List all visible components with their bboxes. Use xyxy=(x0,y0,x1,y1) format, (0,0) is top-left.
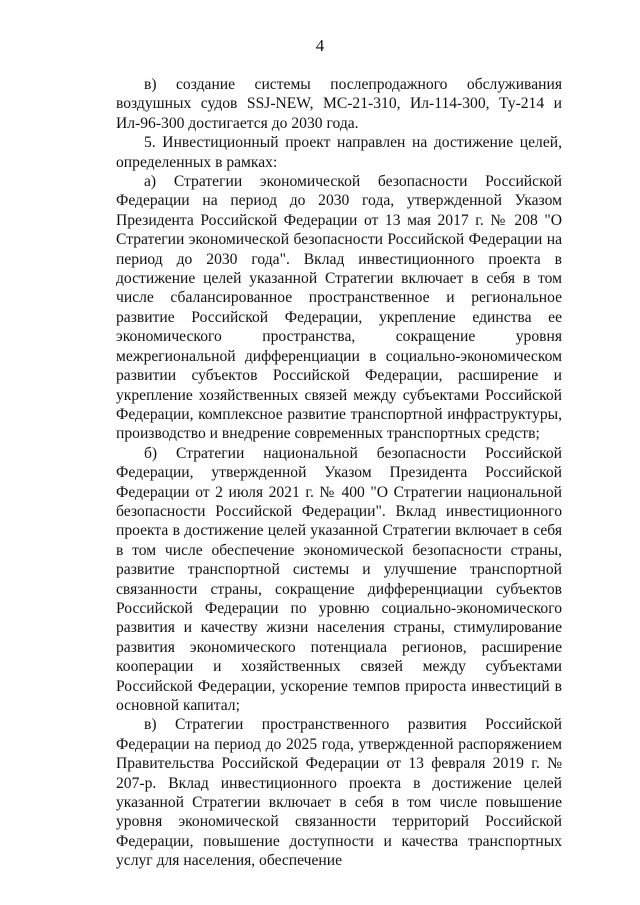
paragraph-item-v-service: в) создание системы послепродажного обслуживания воздушных судов SSJ-NEW, МС-21-310, Ил-114-300, Ту-214 и Ил-96-300 достигается до 2030 года. xyxy=(116,76,562,132)
document-body xyxy=(116,75,562,871)
paragraph-section-5: 5. Инвестиционный проект направлен на достижение целей, определенных в рамках: xyxy=(116,134,562,171)
page-number: 4 xyxy=(315,36,325,55)
paragraph-item-b-national-security: б) Стратегии национальной безопасности Российской Федерации, утвержденной Указом Президента Российской Федерации от 2 июля 2021 г. № 400 "О Стратегии национальной безопасности Российской Федерации". Вклад инвестиционного проекта в достижение целей указанной Стратегии включает в себя в том числе обеспечение экономической безопасности страны, развитие транспортной системы и улучшение транспортной связанности страны, сокращение дифференциации субъектов Российской Федерации по уровню социально-экономического развития и качеству жизни населения страны, стимулирование развития экономического потенциала регионов, расширение кооперации и хозяйственных связей между субъектами Российской Федерации, ускорение темпов прироста инвестиций в основной капитал; xyxy=(116,444,562,714)
paragraph-item-a-economic-security: а) Стратегии экономической безопасности Российской Федерации на период до 2030 года, утвержденной Указом Президента Российской Федерации от 13 мая 2017 г. № 208 "О Стратегии экономической безопасности Российской Федерации на период до 2030 года". Вклад инвестиционного проекта в достижение целей указанной Стратегии включает в себя в том числе сбалансированное пространственное и региональное развитие Российской Федерации, укрепление единства ее экономического пространства, сокращение уровня межрегиональной дифференциации в социально-экономическом развитии субъектов Российской Федерации, расширение и укрепление хозяйственных связей между субъектами Российской Федерации, комплексное развитие транспортной инфраструктуры, производство и внедрение современных транспортных средств; xyxy=(116,173,562,443)
paragraph-item-v-spatial-development: в) Стратегии пространственного развития Российской Федерации на период до 2025 года, утвержденной распоряжением Правительства Российской Федерации от 13 февраля 2019 г. № 207-р. Вклад инвестиционного проекта в достижение целей указанной Стратегии включает в себя в том числе повышение уровня экономической связанности территорий Российской Федерации, повышение доступности и качества транспортных услуг для населения, обеспечение xyxy=(116,716,562,870)
